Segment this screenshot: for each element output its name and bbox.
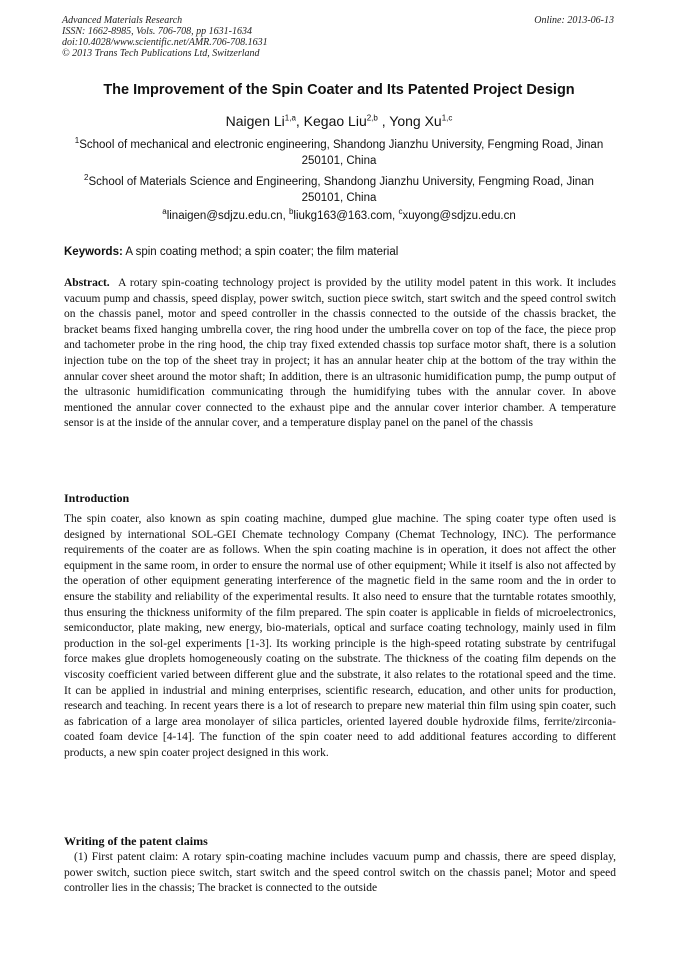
author-affiliation-mark: 1,c (441, 113, 453, 123)
affiliation-2 (64, 174, 614, 206)
author-affiliation-mark: 1,a (284, 113, 296, 123)
claims-heading: Writing of the patent claims (64, 834, 208, 848)
claims-paragraph: (1) First patent claim: A rotary spin-coating machine includes vacuum pump and chassis, there are speed display, power switch, suction piece switch, start switch and the speed control switch on the chassis panel; Motor and speed controller lies in the chassis; The bracket is connected to the outside (64, 851, 616, 895)
email-mark: b (288, 207, 294, 217)
author-affiliation-mark: 2,b (366, 113, 378, 123)
keywords-text: A spin coating method; a spin coater; the film material (125, 246, 399, 258)
email-link[interactable]: linaigen@sdjzu.edu.cn (166, 210, 283, 222)
journal-header (62, 15, 614, 59)
affiliation-text: School of mechanical and electronic engineering, Shandong Jianzhu University, Fengming Road, Jinan 250101, China (79, 139, 604, 167)
introduction-paragraph: The spin coater, also known as spin coating machine, dumped glue machine. The sping coater type often used is designed by international SOL-GEI Chemate technology Company (Chemat Technology, INC). The performance requirements of the coater are as follows. When the spin coating machine is in operation, it does not affect the other equipment in the same room, in order to ensure the normal use of other equipment; While it itself is also not affected by the operation of other equipment generating interference of the magnetic field in the same room and the in order to ensure the stability and reliability of the experimental results. It also need to ensure that the turntable rotates smoothly, thus ensuring the thickness uniformity of the film prepared. The spin coater is applicable in fields of microelectronics, semiconductor, plate making, new energy, bio-materials, optical and surface coating technology, mainly used in film production in the sol-gel experiments [1-3]. Its working principle is the high-speed rotating substrate by centrifugal force makes glue droplets homogeneously coating on the substrate. The thickness of the coating film depends on the viscosity coefficient varied between different glue and the substrate, it also relates to the rotational speed and the time. It can be applied in industrial and mining enterprises, scientific research, education, and other units for production, research and teaching. In recent years there is a lot of research to prepare new material thin film using spin coater, such as fabrication of a large area monolayer of silica particles, oriented layered double hydroxide films, ferrite/zirconia-coated foam device [4-14]. The function of the spin coater need to add additional features according to different products, a new spin coater project designed in this work. (64, 513, 616, 759)
author-list: Naigen Li$^{1,a}$, Kegao Liu$^{2,b}$ , Yong Xu$^{1,c}$ (225, 113, 453, 129)
email-link[interactable]: liukg163@163.com (293, 210, 393, 222)
doi-line: doi:10.4028/www.scientific.net/AMR.706-708.1631 (62, 37, 268, 48)
journal-name: Advanced Materials Research (62, 15, 183, 26)
author-name: Naigen Li (225, 113, 285, 129)
issn-line: ISSN: 1662-8985, Vols. 706-708, pp 1631-1634 (62, 26, 252, 37)
keywords-label: Keywords: (64, 246, 123, 258)
affiliation-mark: 1 (74, 136, 80, 146)
online-date: Online: 2013-06-13 (534, 15, 614, 26)
copyright-line: © 2013 Trans Tech Publications Ltd, Switzerland (62, 48, 260, 59)
paper-title: The Improvement of the Spin Coater and Its Patented Project Design (103, 82, 575, 98)
email-link[interactable]: xuyong@sdjzu.edu.cn (402, 210, 516, 222)
author-name: Yong Xu (389, 113, 442, 129)
email-mark: c (398, 207, 403, 217)
abstract-label: Abstract. (64, 277, 110, 289)
email-mark: a (162, 207, 167, 217)
abstract-text: A rotary spin-coating technology project is provided by the utility model patent in this work. It includes vacuum pump and chassis, speed display, power switch, suction piece switch, start switch and the speed control switch on the chassis panel, motor and speed controller in the chassis connected to the outside of the chassis bracket, the bracket beams fixed hanging umbrella cover, the ring hood under the umbrella cover on top of the face, the piece prop and tachometer probe in the ring hood, the chip tray fixed extended chassis top surface motor shaft, there is a solution injection tube on the top of the sheet tray in project; it has an annular heater chip at the bottom of the tray within the annular cover sheet around the motor shaft; In addition, there is an ultrasonic humidification pump, the pump output of the ultrasonic humidification communicating through the humidifying tubes with the annular cover. In above mentioned the annular cover connected to the exhaust pipe and the annular cover interior chamber. A temperature sensor is at the inside of the annular cover, and a temperature display panel on the panel of the chassis (64, 277, 616, 430)
introduction-heading: Introduction (64, 491, 130, 505)
affiliation-1 (64, 137, 614, 169)
affiliation-mark: 2 (84, 173, 89, 183)
author-name: Kegao Liu (303, 113, 367, 129)
abstract-paragraph (64, 276, 616, 432)
affiliation-text: School of Materials Science and Engineering, Shandong Jianzhu University, Fengming Road, Jinan 250101, China (88, 176, 594, 204)
author-emails: $^a$linaigen@sdjzu.edu.cn, $^b$liukg163@163.com, $^c$xuyong@sdjzu.edu.cn (162, 207, 516, 222)
keywords-line (64, 245, 616, 260)
